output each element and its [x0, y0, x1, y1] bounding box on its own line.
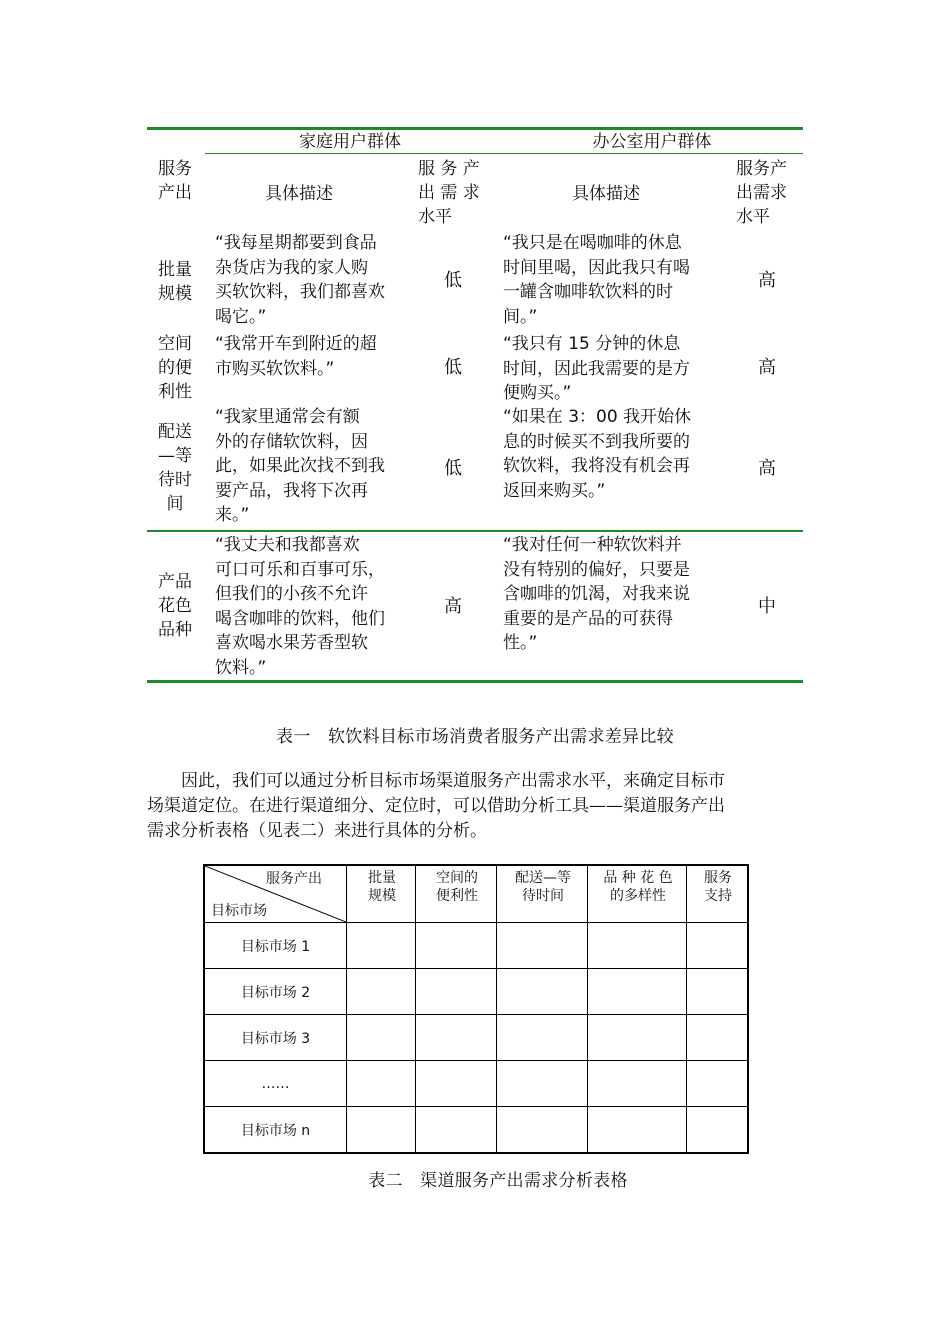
table-row [204, 923, 748, 969]
group-header-office: 办公室用户群体 [592, 132, 712, 152]
row-header-service-output: 服务 产出 [158, 159, 192, 203]
row-label-product-variety: 产品 花色 品种 [158, 572, 192, 640]
table2-header-row [204, 865, 748, 923]
empty-cell [347, 1061, 416, 1107]
empty-cell [497, 1015, 588, 1061]
office-desc-batch-size: “我只是在喝咖啡的休息 时间里喝，因此我只有喝 一罐含咖啡软饮料的时 间。” [503, 233, 690, 327]
home-desc-waiting-time: “我家里通常会有额 外的存储软饮料，因 此，如果此次找不到我 要产品，我将下次再 来。” [215, 407, 385, 525]
target-market-2: 目标市场 2 [204, 969, 347, 1015]
corner-label-service-output: 服务产出 [266, 871, 322, 887]
row-label-spatial-convenience: 空间 的便 利性 [158, 334, 192, 402]
target-market-1: 目标市场 1 [204, 923, 347, 969]
section-rule [147, 530, 803, 532]
empty-cell [416, 1107, 497, 1154]
empty-cell [687, 1107, 749, 1154]
office-desc-product-variety: “我对任何一种软饮料并 没有特别的偏好，只要是 含咖啡的饥渴，对我来说 重要的是产品的可获得 性。” [503, 535, 690, 653]
empty-cell [687, 1015, 749, 1061]
group-header-home: 家庭用户群体 [299, 132, 401, 152]
empty-cell [347, 1015, 416, 1061]
home-level-product-variety: 高 [444, 596, 462, 617]
empty-cell [347, 923, 416, 969]
col-header-office-desc: 具体描述 [572, 184, 640, 204]
table-row [204, 969, 748, 1015]
empty-cell [416, 1015, 497, 1061]
home-desc-product-variety: “我丈夫和我都喜欢 可口可乐和百事可乐， 但我们的小孩不允许 喝含咖啡的饮料，他们 喜欢喝水果芳香型软 饮料。” [215, 535, 385, 678]
target-market-n: 目标市场 n [204, 1107, 347, 1154]
target-market-3: 目标市场 3 [204, 1015, 347, 1061]
col-header-office-level: 服务产 出需求 水平 [736, 159, 787, 227]
empty-cell [347, 969, 416, 1015]
row-label-waiting-time: 配送 —等 待时 间 [158, 422, 192, 514]
home-desc-spatial-convenience: “我常开车到附近的超 市购买软饮料。” [215, 334, 377, 379]
empty-cell [497, 1061, 588, 1107]
empty-cell [588, 923, 687, 969]
empty-cell [347, 1107, 416, 1154]
corner-cell [204, 865, 347, 923]
channel-analysis-table [203, 864, 749, 1154]
empty-cell [588, 1107, 687, 1154]
empty-cell [588, 1015, 687, 1061]
table1-caption: 表一 软饮料目标市场消费者服务产出需求差异比较 [276, 727, 674, 747]
office-level-product-variety: 中 [758, 596, 776, 617]
col-header-home-level: 服 务 产 出 需 求 水平 [418, 159, 480, 227]
target-market-ellipsis: …… [204, 1061, 347, 1107]
row-label-batch-size: 批量 规模 [158, 260, 192, 304]
empty-cell [416, 1061, 497, 1107]
empty-cell [416, 969, 497, 1015]
empty-cell [588, 969, 687, 1015]
empty-cell [497, 923, 588, 969]
office-level-spatial-convenience: 高 [758, 357, 776, 378]
empty-cell [687, 1061, 749, 1107]
home-level-batch-size: 低 [444, 270, 462, 291]
empty-cell [687, 923, 749, 969]
empty-cell [588, 1061, 687, 1107]
col-header-waiting-time: 配送—等 待时间 [497, 865, 588, 923]
empty-cell [416, 923, 497, 969]
table-row [204, 1061, 748, 1107]
home-level-waiting-time: 低 [444, 458, 462, 479]
col-header-product-variety: 品 种 花 色 的多样性 [588, 865, 687, 923]
col-header-home-desc: 具体描述 [265, 184, 333, 204]
table-row [204, 1015, 748, 1061]
body-paragraph: 因此，我们可以通过分析目标市场渠道服务产出需求水平，来确定目标市 场渠道定位。在进行渠道细分、定位时，可以借助分析工具——渠道服务产出 需求分析表格（见表二）来进行具体的分析。 [147, 771, 725, 841]
office-level-batch-size: 高 [758, 270, 776, 291]
home-level-spatial-convenience: 低 [444, 357, 462, 378]
col-header-service-support: 服务 支持 [687, 865, 749, 923]
empty-cell [687, 969, 749, 1015]
home-desc-batch-size: “我每星期都要到食品 杂货店为我的家人购 买软饮料，我们都喜欢 喝它。” [215, 233, 385, 327]
table-bottom-rule [147, 680, 803, 683]
col-header-spatial-convenience: 空间的 便利性 [416, 865, 497, 923]
office-desc-waiting-time: “如果在 3：00 我开始休 息的时候买不到我所要的 软饮料，我将没有机会再 返回来购买。” [503, 407, 692, 501]
corner-label-target-market: 目标市场 [211, 903, 267, 919]
col-header-batch-size: 批量 规模 [347, 865, 416, 923]
office-desc-spatial-convenience: “我只有 15 分钟的休息 时间，因此我需要的是方 便购买。” [503, 334, 690, 403]
table2-caption: 表二 渠道服务产出需求分析表格 [368, 1171, 628, 1191]
table-row [204, 1107, 748, 1154]
empty-cell [497, 1107, 588, 1154]
office-level-waiting-time: 高 [758, 458, 776, 479]
empty-cell [497, 969, 588, 1015]
